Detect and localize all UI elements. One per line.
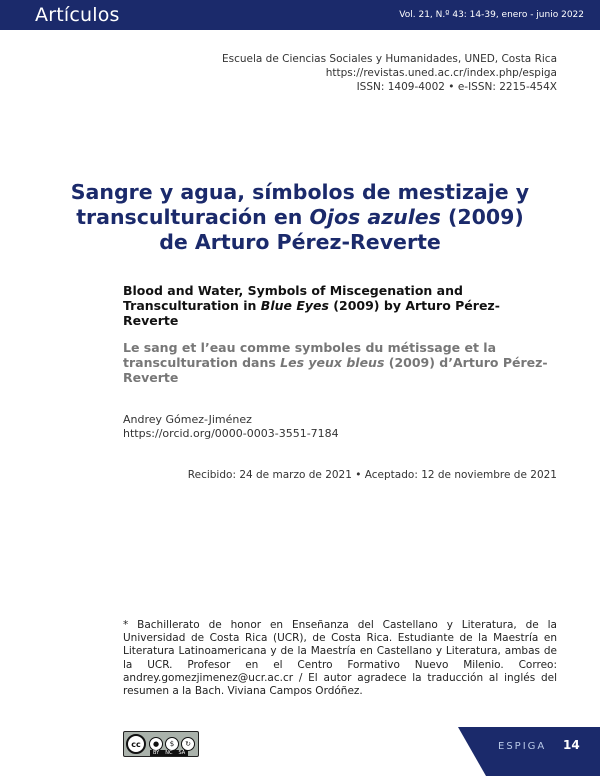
cc-label-sa: SA [178, 750, 186, 756]
title-es-part1: Sangre y agua, símbolos de mestizaje y transculturación en [70, 180, 530, 229]
issn-info: ISSN: 1409-4002 • e-ISSN: 2215-454X [356, 81, 557, 93]
title-fr-part1: Le sang et l’eau comme symboles du métissage et la transculturation dans [123, 340, 497, 370]
institution-block [137, 52, 557, 94]
noncommercial-icon: $ [165, 737, 179, 751]
article-title-english [123, 283, 553, 328]
title-fr-part2: (2009) d’Arturo Pérez- Reverte [123, 355, 548, 385]
title-en-italic: Blue Eyes [260, 298, 329, 313]
attribution-icon: ● [149, 737, 163, 751]
article-title-french [123, 340, 553, 385]
sharealike-icon: ↻ [181, 737, 195, 751]
journal-url[interactable]: https://revistas.uned.ac.cr/index.php/espiga [325, 67, 557, 79]
title-en-part1: Blood and Water, Symbols of Miscegenation and Transculturation in [123, 283, 463, 313]
volume-info: Vol. 21, N.º 43: 14-39, enero - junio 2022 [399, 10, 584, 20]
cc-icon: cc [126, 734, 146, 754]
author-footnote: * Bachillerato de honor en Enseñanza del Castellano y Literatura, de la Universidad de Costa Rica (UCR), de Costa Rica. Estudiante de la Maestría en Literatura Latinoamericana y de la Maestría en Castellano y Literatura, ambas de la UCR. Profesor en el Centro Formativo Nuevo Milenio. Correo: andrey.gomezjimenez@ucr.ac.cr / El autor agradece la traducción al inglés del resumen a la Bach. Viviana Campos Ordóñez. [123, 619, 557, 698]
title-es-italic: Ojos azules [309, 205, 441, 229]
cc-license-badge[interactable] [123, 731, 199, 757]
title-es-part2: (2009) de Arturo Pérez-Reverte [159, 205, 524, 254]
received-accepted-dates: Recibido: 24 de marzo de 2021 • Aceptado: 12 de noviembre de 2021 [187, 469, 557, 481]
title-fr-italic: Les yeux bleus [280, 355, 385, 370]
author-orcid-link[interactable]: https://orcid.org/0000-0003-3551-7184 [123, 427, 339, 440]
author-block [123, 413, 339, 441]
journal-brand: ESPIGA [498, 741, 547, 752]
page-number: 14 [563, 738, 580, 752]
article-title-spanish [60, 180, 540, 255]
header-bar [0, 0, 600, 30]
cc-label-by: BY [153, 750, 160, 756]
section-title: Artículos [35, 4, 120, 26]
author-name: Andrey Gómez-Jiménez [123, 413, 252, 426]
title-en-part2: (2009) by Arturo Pérez-Reverte [123, 298, 500, 328]
cc-label-nc: NC [165, 750, 173, 756]
cc-labels [150, 750, 188, 756]
institution-name: Escuela de Ciencias Sociales y Humanidades, UNED, Costa Rica [221, 53, 557, 65]
